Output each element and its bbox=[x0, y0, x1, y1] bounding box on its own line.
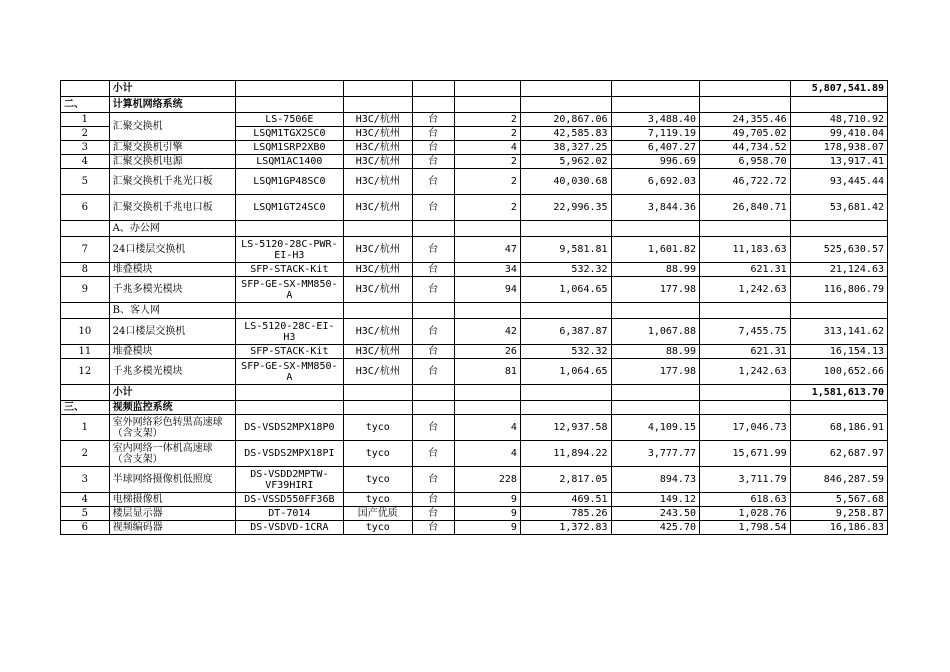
item-brand: H3C/杭州 bbox=[344, 195, 413, 221]
item-equipment-price: 469.51 bbox=[520, 493, 611, 507]
table-row-item bbox=[61, 237, 888, 263]
cell-empty bbox=[520, 385, 611, 401]
cell-empty bbox=[790, 303, 887, 319]
item-line-total: 16,154.13 bbox=[790, 345, 887, 359]
item-install-price: 177.98 bbox=[611, 359, 699, 385]
table-row-subtotal bbox=[61, 385, 888, 401]
item-equipment-price: 42,585.83 bbox=[520, 127, 611, 141]
item-name: 室外网络彩色转黑高速球（含支架） bbox=[109, 415, 235, 441]
item-install-price: 894.73 bbox=[611, 467, 699, 493]
item-equipment-price: 22,996.35 bbox=[520, 195, 611, 221]
item-name: 汇聚交换机电源 bbox=[109, 155, 235, 169]
item-line-total: 16,186.83 bbox=[790, 521, 887, 535]
item-quantity: 47 bbox=[454, 237, 520, 263]
item-number: 6 bbox=[61, 521, 110, 535]
item-name: 汇聚交换机千兆光口板 bbox=[109, 169, 235, 195]
cell-empty bbox=[412, 97, 454, 113]
item-install-price: 6,692.03 bbox=[611, 169, 699, 195]
item-line-total: 9,258.87 bbox=[790, 507, 887, 521]
item-brand: H3C/杭州 bbox=[344, 127, 413, 141]
item-line-total: 48,710.92 bbox=[790, 113, 887, 127]
cell-empty bbox=[611, 81, 699, 97]
cell-empty bbox=[520, 401, 611, 415]
item-equipment-price: 5,962.02 bbox=[520, 155, 611, 169]
group-label: A、办公网 bbox=[109, 221, 235, 237]
table-row-item bbox=[61, 155, 888, 169]
cell-empty bbox=[235, 221, 343, 237]
table-row-item bbox=[61, 507, 888, 521]
cell-empty bbox=[61, 385, 110, 401]
item-install-price: 7,119.19 bbox=[611, 127, 699, 141]
section-number: 二、 bbox=[61, 97, 110, 113]
item-equipment-price: 40,030.68 bbox=[520, 169, 611, 195]
table-row-item bbox=[61, 345, 888, 359]
table-row-section bbox=[61, 97, 888, 113]
item-number: 12 bbox=[61, 359, 110, 385]
subtotal-amount: 5,807,541.89 bbox=[790, 81, 887, 97]
item-brand: H3C/杭州 bbox=[344, 345, 413, 359]
item-line-total: 13,917.41 bbox=[790, 155, 887, 169]
item-line-total: 116,806.79 bbox=[790, 277, 887, 303]
item-unit: 台 bbox=[412, 359, 454, 385]
item-model: SFP-STACK-Kit bbox=[235, 263, 343, 277]
item-unit: 台 bbox=[412, 155, 454, 169]
table-row-subtotal bbox=[61, 81, 888, 97]
item-brand: H3C/杭州 bbox=[344, 237, 413, 263]
item-line-total: 846,287.59 bbox=[790, 467, 887, 493]
table-row-item bbox=[61, 263, 888, 277]
item-name: 楼层显示器 bbox=[109, 507, 235, 521]
cell-empty bbox=[344, 221, 413, 237]
table-body bbox=[61, 81, 888, 535]
item-brand: tyco bbox=[344, 441, 413, 467]
cell-empty bbox=[611, 385, 699, 401]
cell-empty bbox=[412, 401, 454, 415]
item-unit: 台 bbox=[412, 507, 454, 521]
item-equipment-price: 20,867.06 bbox=[520, 113, 611, 127]
item-unit: 台 bbox=[412, 493, 454, 507]
item-quantity: 4 bbox=[454, 415, 520, 441]
item-equipment-price: 532.32 bbox=[520, 345, 611, 359]
item-name: 室内网络一体机高速球（含支架） bbox=[109, 441, 235, 467]
item-equipment-price: 2,817.05 bbox=[520, 467, 611, 493]
cell-empty bbox=[611, 303, 699, 319]
section-title: 视频监控系统 bbox=[109, 401, 235, 415]
cell-empty bbox=[699, 401, 790, 415]
table-row-item bbox=[61, 277, 888, 303]
cell-empty bbox=[454, 97, 520, 113]
item-quantity: 9 bbox=[454, 521, 520, 535]
table-row-item bbox=[61, 169, 888, 195]
item-name: 汇聚交换机引擎 bbox=[109, 141, 235, 155]
cell-empty bbox=[699, 221, 790, 237]
table-row-item bbox=[61, 493, 888, 507]
cell-empty bbox=[520, 221, 611, 237]
item-model: SFP-GE-SX-MM850-A bbox=[235, 359, 343, 385]
item-equipment-price: 6,387.87 bbox=[520, 319, 611, 345]
cell-empty bbox=[454, 81, 520, 97]
item-install-price: 88.99 bbox=[611, 345, 699, 359]
item-install-price: 88.99 bbox=[611, 263, 699, 277]
item-unit-total: 24,355.46 bbox=[699, 113, 790, 127]
cell-empty bbox=[699, 81, 790, 97]
item-model: DS-VSDD2MPTW-VF39HIRI bbox=[235, 467, 343, 493]
item-brand: H3C/杭州 bbox=[344, 319, 413, 345]
item-name: 汇聚交换机千兆电口板 bbox=[109, 195, 235, 221]
item-number: 4 bbox=[61, 493, 110, 507]
item-model: DS-VSDVD-1CRA bbox=[235, 521, 343, 535]
item-brand: H3C/杭州 bbox=[344, 359, 413, 385]
item-model: DS-VSDS2MPX18P0 bbox=[235, 415, 343, 441]
item-name: 堆叠模块 bbox=[109, 345, 235, 359]
item-line-total: 5,567.68 bbox=[790, 493, 887, 507]
cell-empty bbox=[790, 97, 887, 113]
item-unit-total: 1,242.63 bbox=[699, 359, 790, 385]
item-line-total: 93,445.44 bbox=[790, 169, 887, 195]
item-brand: H3C/杭州 bbox=[344, 263, 413, 277]
item-unit: 台 bbox=[412, 113, 454, 127]
table-row-item bbox=[61, 415, 888, 441]
item-quantity: 42 bbox=[454, 319, 520, 345]
item-equipment-price: 9,581.81 bbox=[520, 237, 611, 263]
item-equipment-price: 1,064.65 bbox=[520, 277, 611, 303]
item-unit-total: 15,671.99 bbox=[699, 441, 790, 467]
item-equipment-price: 1,064.65 bbox=[520, 359, 611, 385]
item-brand: H3C/杭州 bbox=[344, 155, 413, 169]
cell-empty bbox=[520, 303, 611, 319]
item-unit-total: 11,183.63 bbox=[699, 237, 790, 263]
item-number: 8 bbox=[61, 263, 110, 277]
item-brand: tyco bbox=[344, 415, 413, 441]
section-number: 三、 bbox=[61, 401, 110, 415]
item-unit-total: 621.31 bbox=[699, 263, 790, 277]
item-number: 5 bbox=[61, 169, 110, 195]
item-brand: H3C/杭州 bbox=[344, 141, 413, 155]
cell-empty bbox=[412, 303, 454, 319]
item-model: LSQM1GP48SC0 bbox=[235, 169, 343, 195]
quotation-table bbox=[60, 80, 888, 535]
item-number: 3 bbox=[61, 467, 110, 493]
item-line-total: 21,124.63 bbox=[790, 263, 887, 277]
item-unit: 台 bbox=[412, 521, 454, 535]
item-line-total: 100,652.66 bbox=[790, 359, 887, 385]
item-unit-total: 26,840.71 bbox=[699, 195, 790, 221]
item-install-price: 4,109.15 bbox=[611, 415, 699, 441]
table-row-item bbox=[61, 319, 888, 345]
table-row-item bbox=[61, 467, 888, 493]
cell-empty bbox=[61, 303, 110, 319]
item-unit-total: 44,734.52 bbox=[699, 141, 790, 155]
item-unit: 台 bbox=[412, 277, 454, 303]
cell-empty bbox=[790, 221, 887, 237]
item-unit-total: 7,455.75 bbox=[699, 319, 790, 345]
item-name: 千兆多模光模块 bbox=[109, 277, 235, 303]
item-model: LSQM1GT24SC0 bbox=[235, 195, 343, 221]
cell-empty bbox=[699, 303, 790, 319]
item-unit: 台 bbox=[412, 127, 454, 141]
item-number: 4 bbox=[61, 155, 110, 169]
item-quantity: 81 bbox=[454, 359, 520, 385]
cell-empty bbox=[611, 401, 699, 415]
item-name: 汇聚交换机 bbox=[109, 113, 235, 141]
item-equipment-price: 785.26 bbox=[520, 507, 611, 521]
cell-empty bbox=[344, 401, 413, 415]
cell-empty bbox=[344, 385, 413, 401]
item-install-price: 149.12 bbox=[611, 493, 699, 507]
item-model: LS-5120-28C-EI-H3 bbox=[235, 319, 343, 345]
item-model: LS-5120-28C-PWR-EI-H3 bbox=[235, 237, 343, 263]
item-name: 电梯摄像机 bbox=[109, 493, 235, 507]
item-model: LSQM1SRP2XB0 bbox=[235, 141, 343, 155]
item-quantity: 9 bbox=[454, 507, 520, 521]
item-brand: H3C/杭州 bbox=[344, 113, 413, 127]
item-install-price: 425.70 bbox=[611, 521, 699, 535]
item-install-price: 996.69 bbox=[611, 155, 699, 169]
item-quantity: 94 bbox=[454, 277, 520, 303]
item-install-price: 243.50 bbox=[611, 507, 699, 521]
cell-empty bbox=[235, 303, 343, 319]
cell-empty bbox=[611, 97, 699, 113]
item-quantity: 2 bbox=[454, 155, 520, 169]
item-brand: 国产优质 bbox=[344, 507, 413, 521]
cell-empty bbox=[520, 81, 611, 97]
item-install-price: 3,777.77 bbox=[611, 441, 699, 467]
item-unit-total: 1,242.63 bbox=[699, 277, 790, 303]
item-line-total: 525,630.57 bbox=[790, 237, 887, 263]
cell-empty bbox=[699, 97, 790, 113]
cell-empty bbox=[61, 221, 110, 237]
item-unit: 台 bbox=[412, 345, 454, 359]
cell-empty bbox=[412, 385, 454, 401]
table-row-item bbox=[61, 521, 888, 535]
item-model: DT-7014 bbox=[235, 507, 343, 521]
item-line-total: 313,141.62 bbox=[790, 319, 887, 345]
cell-empty bbox=[520, 97, 611, 113]
item-model: LSQM1AC1400 bbox=[235, 155, 343, 169]
cell-empty bbox=[235, 97, 343, 113]
item-number: 7 bbox=[61, 237, 110, 263]
item-unit-total: 49,705.02 bbox=[699, 127, 790, 141]
item-number: 9 bbox=[61, 277, 110, 303]
item-number: 3 bbox=[61, 141, 110, 155]
subtotal-label: 小计 bbox=[109, 81, 235, 97]
cell-empty bbox=[699, 385, 790, 401]
item-quantity: 2 bbox=[454, 113, 520, 127]
item-unit-total: 46,722.72 bbox=[699, 169, 790, 195]
item-name: 堆叠模块 bbox=[109, 263, 235, 277]
item-install-price: 6,407.27 bbox=[611, 141, 699, 155]
item-name: 千兆多模光模块 bbox=[109, 359, 235, 385]
item-name: 视频编码器 bbox=[109, 521, 235, 535]
item-number: 1 bbox=[61, 113, 110, 127]
item-quantity: 2 bbox=[454, 127, 520, 141]
item-unit: 台 bbox=[412, 263, 454, 277]
item-brand: tyco bbox=[344, 521, 413, 535]
cell-empty bbox=[61, 81, 110, 97]
cell-empty bbox=[454, 303, 520, 319]
cell-empty bbox=[412, 81, 454, 97]
table-row-item bbox=[61, 441, 888, 467]
item-unit: 台 bbox=[412, 195, 454, 221]
cell-empty bbox=[454, 385, 520, 401]
item-model: LSQM1TGX2SC0 bbox=[235, 127, 343, 141]
table-row-item bbox=[61, 195, 888, 221]
cell-empty bbox=[790, 401, 887, 415]
item-quantity: 228 bbox=[454, 467, 520, 493]
item-model: DS-VSDS2MPX18PI bbox=[235, 441, 343, 467]
cell-empty bbox=[344, 81, 413, 97]
cell-empty bbox=[412, 221, 454, 237]
item-quantity: 26 bbox=[454, 345, 520, 359]
item-brand: H3C/杭州 bbox=[344, 169, 413, 195]
item-brand: tyco bbox=[344, 493, 413, 507]
item-model: LS-7506E bbox=[235, 113, 343, 127]
item-line-total: 53,681.42 bbox=[790, 195, 887, 221]
cell-empty bbox=[235, 385, 343, 401]
item-equipment-price: 11,894.22 bbox=[520, 441, 611, 467]
item-unit-total: 17,046.73 bbox=[699, 415, 790, 441]
subtotal-amount: 1,581,613.70 bbox=[790, 385, 887, 401]
item-equipment-price: 12,937.58 bbox=[520, 415, 611, 441]
item-brand: H3C/杭州 bbox=[344, 277, 413, 303]
item-number: 11 bbox=[61, 345, 110, 359]
item-quantity: 4 bbox=[454, 441, 520, 467]
item-unit-total: 618.63 bbox=[699, 493, 790, 507]
cell-empty bbox=[344, 303, 413, 319]
item-number: 10 bbox=[61, 319, 110, 345]
item-quantity: 9 bbox=[454, 493, 520, 507]
table-row-item bbox=[61, 359, 888, 385]
item-equipment-price: 38,327.25 bbox=[520, 141, 611, 155]
section-title: 计算机网络系统 bbox=[109, 97, 235, 113]
item-install-price: 3,488.40 bbox=[611, 113, 699, 127]
item-unit-total: 621.31 bbox=[699, 345, 790, 359]
subtotal-label: 小计 bbox=[109, 385, 235, 401]
item-unit: 台 bbox=[412, 237, 454, 263]
item-unit: 台 bbox=[412, 467, 454, 493]
item-name: 半球网络摄像机低照度 bbox=[109, 467, 235, 493]
item-name: 24口楼层交换机 bbox=[109, 237, 235, 263]
cell-empty bbox=[454, 401, 520, 415]
cell-empty bbox=[454, 221, 520, 237]
item-unit: 台 bbox=[412, 415, 454, 441]
item-install-price: 3,844.36 bbox=[611, 195, 699, 221]
cell-empty bbox=[235, 81, 343, 97]
item-unit-total: 3,711.79 bbox=[699, 467, 790, 493]
item-unit: 台 bbox=[412, 441, 454, 467]
item-unit: 台 bbox=[412, 319, 454, 345]
item-number: 1 bbox=[61, 415, 110, 441]
item-number: 5 bbox=[61, 507, 110, 521]
group-label: B、客人网 bbox=[109, 303, 235, 319]
table-row-section bbox=[61, 401, 888, 415]
item-quantity: 4 bbox=[454, 141, 520, 155]
item-install-price: 1,601.82 bbox=[611, 237, 699, 263]
item-line-total: 62,687.97 bbox=[790, 441, 887, 467]
cell-empty bbox=[235, 401, 343, 415]
item-equipment-price: 532.32 bbox=[520, 263, 611, 277]
item-install-price: 177.98 bbox=[611, 277, 699, 303]
item-model: DS-VSSD550FF36B bbox=[235, 493, 343, 507]
item-unit-total: 1,028.76 bbox=[699, 507, 790, 521]
item-brand: tyco bbox=[344, 467, 413, 493]
item-line-total: 68,186.91 bbox=[790, 415, 887, 441]
item-unit: 台 bbox=[412, 169, 454, 195]
item-number: 6 bbox=[61, 195, 110, 221]
item-quantity: 2 bbox=[454, 169, 520, 195]
item-model: SFP-GE-SX-MM850-A bbox=[235, 277, 343, 303]
item-line-total: 99,410.04 bbox=[790, 127, 887, 141]
item-name: 24口楼层交换机 bbox=[109, 319, 235, 345]
table-row-group bbox=[61, 221, 888, 237]
item-quantity: 34 bbox=[454, 263, 520, 277]
item-number: 2 bbox=[61, 441, 110, 467]
table-row-group bbox=[61, 303, 888, 319]
item-line-total: 178,938.07 bbox=[790, 141, 887, 155]
table-row-item bbox=[61, 141, 888, 155]
table-row-item bbox=[61, 113, 888, 127]
item-quantity: 2 bbox=[454, 195, 520, 221]
item-unit-total: 1,798.54 bbox=[699, 521, 790, 535]
item-model: SFP-STACK-Kit bbox=[235, 345, 343, 359]
cell-empty bbox=[344, 97, 413, 113]
item-unit: 台 bbox=[412, 141, 454, 155]
item-number: 2 bbox=[61, 127, 110, 141]
item-equipment-price: 1,372.83 bbox=[520, 521, 611, 535]
item-unit-total: 6,958.70 bbox=[699, 155, 790, 169]
item-install-price: 1,067.88 bbox=[611, 319, 699, 345]
cell-empty bbox=[611, 221, 699, 237]
